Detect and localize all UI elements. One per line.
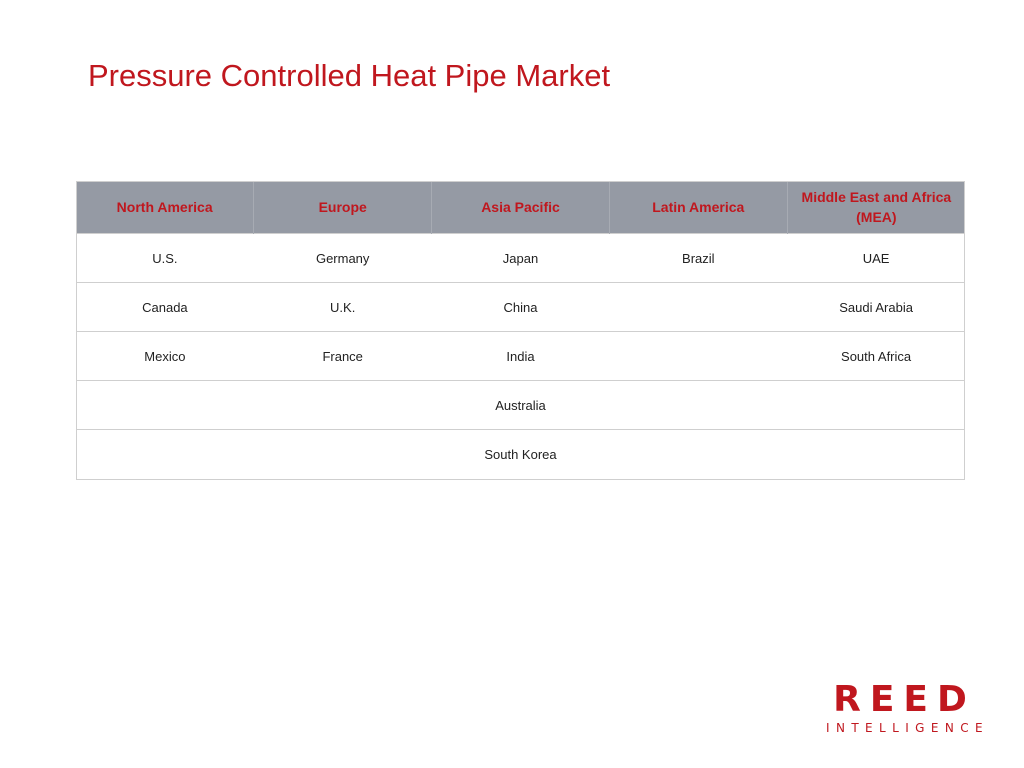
table-row (76, 234, 965, 283)
table-cell: Canada (76, 283, 254, 332)
table-cell (787, 381, 965, 430)
table-cell: U.S. (76, 234, 254, 283)
header-asia-pacific: Asia Pacific (432, 181, 610, 234)
table-cell (609, 332, 787, 381)
table-cell: Australia (432, 381, 610, 430)
reed-intelligence-logo (820, 679, 989, 736)
table-cell: Germany (254, 234, 432, 283)
header-europe: Europe (254, 181, 432, 234)
header-mea: Middle East and Africa (MEA) (787, 181, 965, 234)
table-cell: UAE (787, 234, 965, 283)
table-cell: China (432, 283, 610, 332)
logo-wordmark: REED (833, 679, 976, 720)
table-cell: South Africa (787, 332, 965, 381)
table-cell (787, 430, 965, 479)
page-title: Pressure Controlled Heat Pipe Market (88, 58, 611, 93)
table-cell: U.K. (254, 283, 432, 332)
table-cell (76, 381, 254, 430)
table-cell (76, 430, 254, 479)
header-latin-america: Latin America (609, 181, 787, 234)
header-north-america: North America (76, 181, 254, 234)
table-cell (609, 283, 787, 332)
table-cell (609, 430, 787, 479)
table-cell (609, 381, 787, 430)
region-table (76, 181, 965, 478)
table-cell: Mexico (76, 332, 254, 381)
table-cell: Brazil (609, 234, 787, 283)
table-cell (254, 381, 432, 430)
table-cell (254, 430, 432, 479)
table-row (76, 381, 965, 430)
table-row (76, 430, 965, 479)
table-cell: France (254, 332, 432, 381)
table-row (76, 332, 965, 381)
table-header-row (76, 181, 965, 234)
table-cell: Japan (432, 234, 610, 283)
table-cell: India (432, 332, 610, 381)
table-row (76, 283, 965, 332)
logo-tagline: INTELLIGENCE (826, 721, 989, 735)
table-cell: South Korea (432, 430, 610, 479)
table-cell: Saudi Arabia (787, 283, 965, 332)
